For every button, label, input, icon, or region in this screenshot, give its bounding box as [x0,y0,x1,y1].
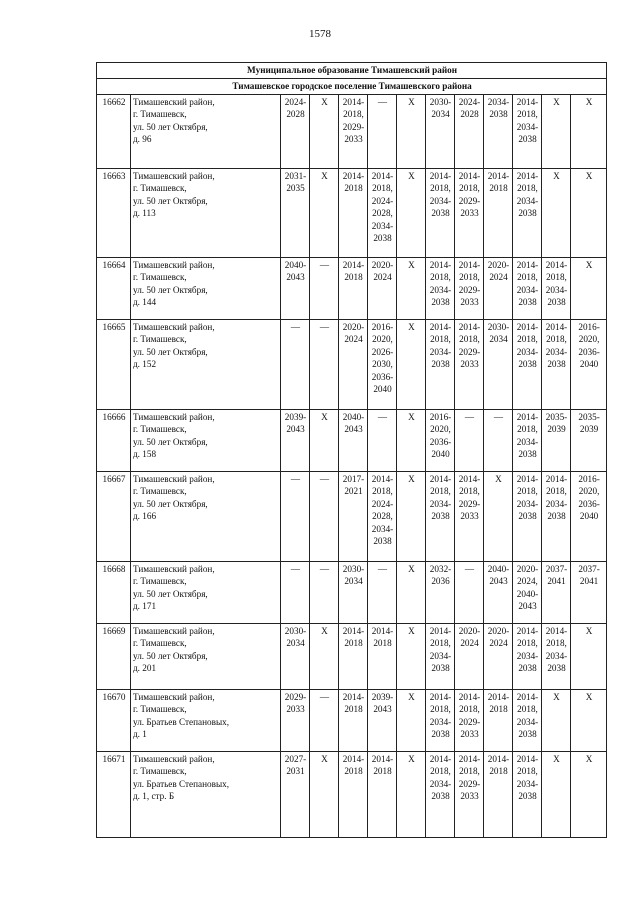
period-cell: 2031- 2035 [281,169,310,258]
period-cell: 2014- 2018, 2024- 2028, 2034- 2038 [368,472,397,562]
address-cell: Тимашевский район, г. Тимашевск, ул. 50 лет Октября, д. 158 [131,410,281,472]
period-cell: X [542,690,571,752]
period-cell: X [397,472,426,562]
period-cell: X [397,95,426,169]
period-cell: 2027- 2031 [281,752,310,838]
period-cell: 2016- 2020, 2036- 2040 [571,472,607,562]
period-cell: 2040- 2043 [484,562,513,624]
period-cell: 2014- 2018, 2029- 2033 [339,95,368,169]
period-cell: X [310,410,339,472]
period-cell: X [397,752,426,838]
address-cell: Тимашевский район, г. Тимашевск, ул. Братьев Степановых, д. 1, стр. Б [131,752,281,838]
period-cell: X [397,624,426,690]
period-cell: 2016- 2020, 2026- 2030, 2036- 2040 [368,320,397,410]
row-number: 16668 [97,562,131,624]
period-cell: 2014- 2018, 2034- 2038 [513,410,542,472]
period-cell: 2014- 2018, 2029- 2033 [455,690,484,752]
period-cell: 2014- 2018, 2034- 2038 [426,690,455,752]
period-cell: 2014- 2018 [368,624,397,690]
period-cell: X [397,562,426,624]
page-number: 1578 [309,28,331,40]
period-cell: X [484,472,513,562]
period-cell: X [571,258,607,320]
period-cell: 2014- 2018, 2034- 2038 [513,320,542,410]
address-cell: Тимашевский район, г. Тимашевск, ул. 50 лет Октября, д. 201 [131,624,281,690]
period-cell: X [571,169,607,258]
period-cell: 2014- 2018 [339,169,368,258]
address-cell: Тимашевский район, г. Тимашевск, ул. 50 лет Октября, д. 152 [131,320,281,410]
row-number: 16664 [97,258,131,320]
period-cell: 2014- 2018, 2034- 2038 [542,624,571,690]
address-cell: Тимашевский район, г. Тимашевск, ул. 50 лет Октября, д. 144 [131,258,281,320]
period-cell: — [310,258,339,320]
period-cell: 2020- 2024 [484,624,513,690]
period-cell: — [281,472,310,562]
period-cell: — [281,562,310,624]
table-row [97,624,607,690]
table-row [97,562,607,624]
period-cell: 2014- 2018, 2034- 2038 [426,472,455,562]
period-cell: 2032- 2036 [426,562,455,624]
table-row [97,472,607,562]
period-cell: 2039- 2043 [281,410,310,472]
table-row [97,752,607,838]
period-cell: 2014- 2018, 2034- 2038 [426,320,455,410]
period-cell: X [397,320,426,410]
period-cell: X [571,624,607,690]
period-cell: 2020- 2024 [484,258,513,320]
period-cell: 2014- 2018 [484,169,513,258]
period-cell: 2014- 2018, 2034- 2038 [542,258,571,320]
period-cell: 2014- 2018 [339,690,368,752]
period-cell: X [310,169,339,258]
period-cell: 2014- 2018, 2029- 2033 [455,169,484,258]
period-cell: — [310,472,339,562]
address-cell: Тимашевский район, г. Тимашевск, ул. 50 лет Октября, д. 96 [131,95,281,169]
period-cell: 2014- 2018, 2034- 2038 [513,258,542,320]
period-cell: 2014- 2018, 2034- 2038 [513,95,542,169]
period-cell: X [310,95,339,169]
period-cell: — [310,320,339,410]
period-cell: 2029- 2033 [281,690,310,752]
period-cell: 2014- 2018, 2024- 2028, 2034- 2038 [368,169,397,258]
period-cell: 2017- 2021 [339,472,368,562]
period-cell: — [310,690,339,752]
address-cell: Тимашевский район, г. Тимашевск, ул. 50 лет Октября, д. 113 [131,169,281,258]
period-cell: 2014- 2018, 2034- 2038 [426,752,455,838]
period-cell: X [542,752,571,838]
row-number: 16670 [97,690,131,752]
period-cell: X [397,690,426,752]
period-cell: X [542,95,571,169]
period-cell: 2024- 2028 [281,95,310,169]
row-number: 16662 [97,95,131,169]
registry-table [96,62,607,838]
period-cell: 2020- 2024 [455,624,484,690]
address-cell: Тимашевский район, г. Тимашевск, ул. 50 лет Октября, д. 166 [131,472,281,562]
period-cell: 2014- 2018 [339,258,368,320]
period-cell: 2014- 2018, 2034- 2038 [513,690,542,752]
period-cell: 2039- 2043 [368,690,397,752]
address-cell: Тимашевский район, г. Тимашевск, ул. 50 лет Октября, д. 171 [131,562,281,624]
period-cell: 2014- 2018, 2029- 2033 [455,320,484,410]
row-number: 16666 [97,410,131,472]
address-cell: Тимашевский район, г. Тимашевск, ул. Братьев Степановых, д. 1 [131,690,281,752]
period-cell: 2030- 2034 [281,624,310,690]
period-cell: X [397,410,426,472]
period-cell: X [310,752,339,838]
period-cell: — [368,95,397,169]
period-cell: X [571,690,607,752]
period-cell: 2030- 2034 [339,562,368,624]
table-row [97,258,607,320]
period-cell: 2014- 2018, 2034- 2038 [426,258,455,320]
period-cell: 2014- 2018, 2029- 2033 [455,752,484,838]
period-cell: 2040- 2043 [339,410,368,472]
row-number: 16671 [97,752,131,838]
period-cell: 2014- 2018, 2034- 2038 [426,169,455,258]
municipality-header-row [97,63,607,79]
period-cell: 2037- 2041 [542,562,571,624]
period-cell: 2040- 2043 [281,258,310,320]
period-cell: 2014- 2018, 2034- 2038 [513,624,542,690]
period-cell: 2030- 2034 [426,95,455,169]
table-row [97,410,607,472]
period-cell: — [455,562,484,624]
period-cell: 2014- 2018, 2034- 2038 [513,752,542,838]
period-cell: 2014- 2018, 2034- 2038 [542,320,571,410]
row-number: 16667 [97,472,131,562]
period-cell: — [368,562,397,624]
period-cell: X [542,169,571,258]
row-number: 16663 [97,169,131,258]
settlement-header-row [97,79,607,95]
period-cell: 2014- 2018 [368,752,397,838]
period-cell: 2014- 2018, 2034- 2038 [513,472,542,562]
table-row [97,320,607,410]
settlement-header: Тимашевское городское поселение Тимашевского района [97,79,607,95]
period-cell: 2020- 2024, 2040- 2043 [513,562,542,624]
municipality-header: Муниципальное образование Тимашевский район [97,63,607,79]
period-cell: 2020- 2024 [368,258,397,320]
period-cell: X [310,624,339,690]
period-cell: — [281,320,310,410]
period-cell: 2014- 2018, 2029- 2033 [455,472,484,562]
period-cell: 2014- 2018, 2034- 2038 [426,624,455,690]
period-cell: 2034- 2038 [484,95,513,169]
period-cell: — [310,562,339,624]
period-cell: 2020- 2024 [339,320,368,410]
period-cell: — [368,410,397,472]
period-cell: 2024- 2028 [455,95,484,169]
period-cell: 2014- 2018 [339,752,368,838]
period-cell: 2014- 2018 [484,690,513,752]
period-cell: X [397,258,426,320]
period-cell: 2037- 2041 [571,562,607,624]
period-cell: X [571,752,607,838]
period-cell: 2014- 2018 [484,752,513,838]
period-cell: 2014- 2018, 2029- 2033 [455,258,484,320]
period-cell: — [484,410,513,472]
row-number: 16665 [97,320,131,410]
period-cell: 2035- 2039 [542,410,571,472]
period-cell: X [571,95,607,169]
period-cell: 2016- 2020, 2036- 2040 [571,320,607,410]
period-cell: — [455,410,484,472]
period-cell: 2035- 2039 [571,410,607,472]
row-number: 16669 [97,624,131,690]
period-cell: 2014- 2018, 2034- 2038 [513,169,542,258]
period-cell: X [397,169,426,258]
table-row [97,95,607,169]
table-row [97,690,607,752]
period-cell: 2016- 2020, 2036- 2040 [426,410,455,472]
table-row [97,169,607,258]
period-cell: 2030- 2034 [484,320,513,410]
period-cell: 2014- 2018 [339,624,368,690]
period-cell: 2014- 2018, 2034- 2038 [542,472,571,562]
